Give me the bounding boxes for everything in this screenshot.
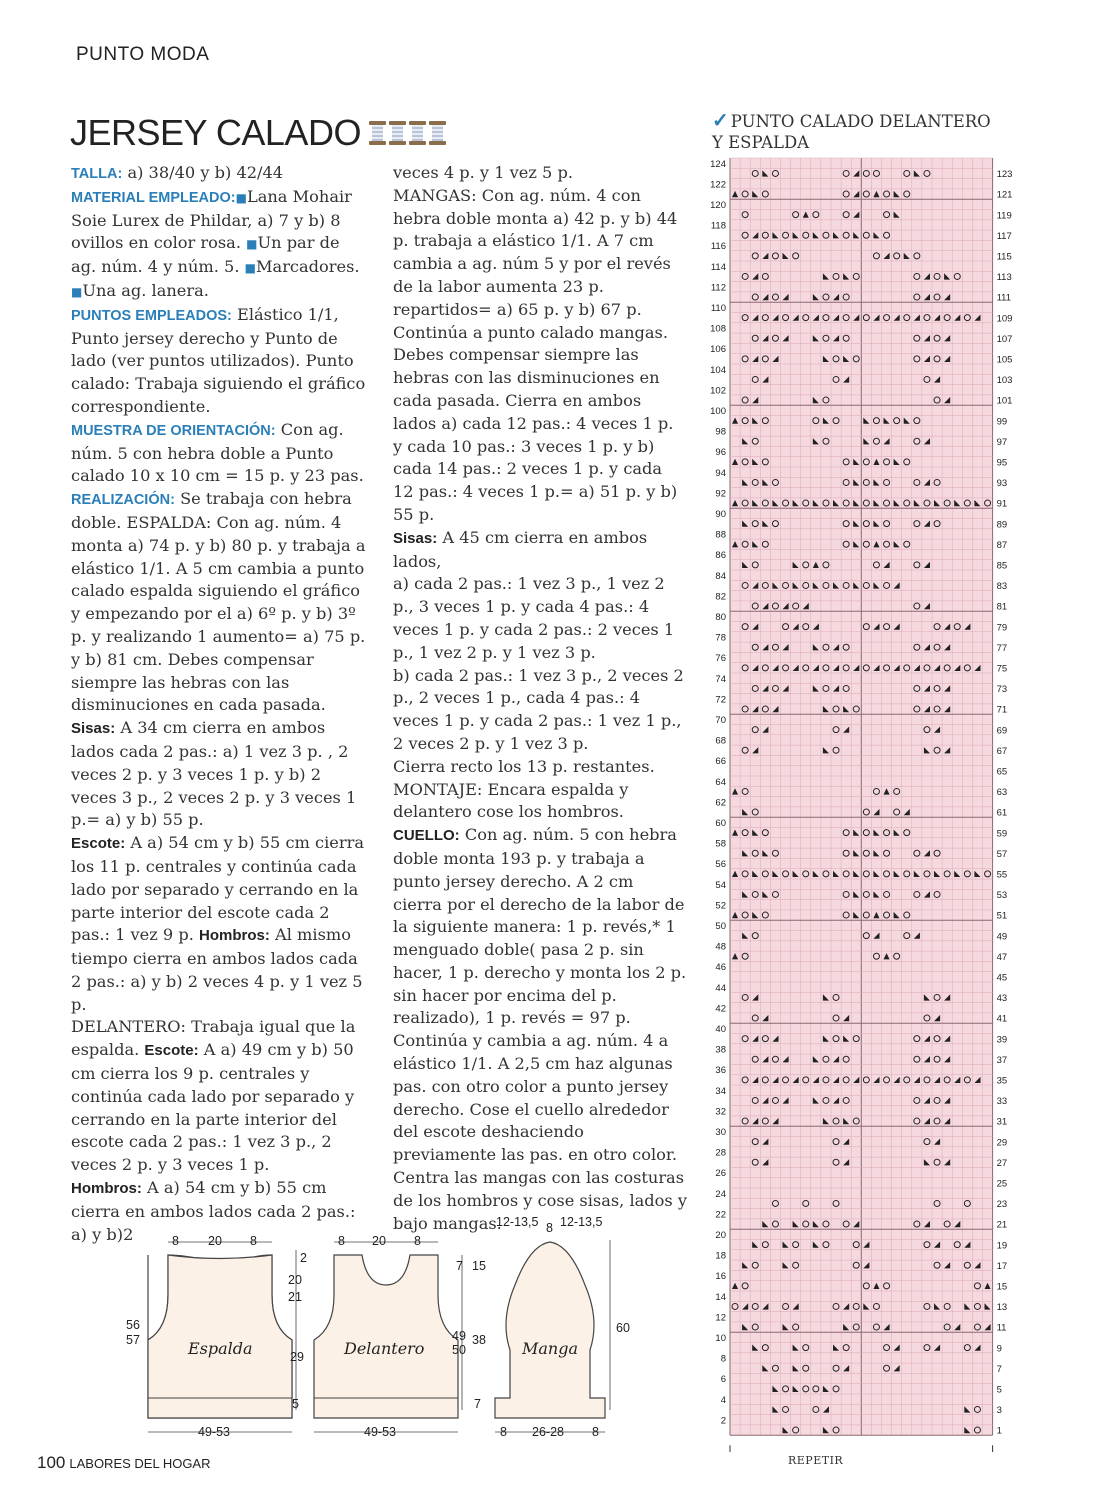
chart-row-label: 4 [720,1394,726,1406]
chart-row-label: 27 [996,1157,1008,1169]
chart-row-label: 37 [996,1054,1008,1066]
chart-row-label: 99 [996,416,1008,428]
chart-row-label: 124 [710,158,726,170]
chart-title [712,110,991,153]
escote-label: Escote: [71,835,126,853]
chart-row-label: 13 [996,1302,1008,1314]
chart-row-label: 95 [996,457,1008,469]
cierra-text: Cierra recto los 13 p. restantes. [393,756,655,776]
chart-row-label: 59 [996,828,1008,840]
chart-row-label: 115 [996,251,1012,263]
chart-row-label: 22 [715,1209,726,1221]
spool-icon [389,121,406,145]
chart-row-label: 92 [715,488,726,500]
espalda-left-57: 57 [126,1333,140,1347]
repeat-label: REPETIR [788,1454,844,1467]
chart-row-label: 52 [715,900,726,912]
chart-row-label: 83 [996,581,1008,593]
chart-row-label: 12 [715,1312,726,1324]
sisas-label: Sisas: [71,720,116,738]
chart-row-label: 7 [996,1363,1002,1375]
espalda-right-2: 2 [300,1251,307,1265]
chart-row-label: 118 [710,220,726,232]
chart-row-label: 31 [996,1116,1008,1128]
chart-row-label: 120 [710,199,726,211]
manga-diagram [495,1215,630,1439]
material-text: Lana Mohair Soie Lurex de Phildar, a) 7 y b) 8 ovillos en color rosa. [71,186,352,253]
delantero-right-50: 50 [452,1343,466,1357]
chart-row-label: 98 [715,426,726,438]
muestra-label: MUESTRA DE ORIENTACIÓN: [71,422,276,439]
sisas2b-text: b) cada 2 pas.: 1 vez 3 p., 2 veces 2 p., 2 veces 1 p., cada 4 pas.: 4 veces 1 p. y cada 2 pas.: 1 vez 1 p., 2 veces 2 p. y 1 vez 3 p. [393,665,684,753]
chart-row-label: 34 [715,1085,726,1097]
chart-row-label: 32 [715,1106,726,1118]
spool-icon [429,121,446,145]
page-title: JERSEY CALADO [70,112,361,153]
chart-row-label: 74 [715,673,726,685]
chart-row-label: 1 [996,1425,1002,1437]
espalda-right-20: 20 [288,1273,302,1287]
chart-row-label: 104 [710,364,726,376]
delantero-text: DELANTERO: Trabaja igual que la espalda. [71,1017,356,1060]
espalda-bottom: 49-53 [198,1425,230,1439]
material-needles: Un par de ag. núm. 4 y núm. 5. [71,233,340,277]
chart-row-label: 40 [715,1023,726,1035]
chart-row-label: 16 [715,1271,726,1283]
chart-row-label: 77 [996,642,1008,654]
manga-top-b: 12-13,5 [560,1215,603,1229]
chart-row-label: 26 [715,1168,726,1180]
chart-row-label: 114 [710,261,726,273]
chart-row-label: 81 [996,601,1008,613]
espalda-top-8a: 8 [172,1234,179,1248]
chart-row-label: 96 [715,447,726,459]
chart-row-label: 65 [996,766,1008,778]
chart-row-label: 73 [996,684,1008,696]
chart-row-label: 70 [715,714,726,726]
delantero-top-20: 20 [372,1234,386,1248]
sisas2a-text: a) cada 2 pas.: 1 vez 3 p., 1 vez 2 p., 3 veces 1 p. y cada 4 pas.: 4 veces 1 p. y cada 2 pas.: 2 veces 1 p., 1 vez 2 p. y 1 vez 3 p. [393,574,675,662]
chart-row-label: 2 [720,1415,726,1427]
delantero-bottom: 49-53 [364,1425,396,1439]
puntos-text: Elástico 1/1, Punto jersey derecho y Punto de lado (ver puntos utilizados). Punto calado: Trabaja siguiendo el gráfico correspondiente. [71,304,366,416]
chart-row-label: 101 [996,395,1013,407]
delantero-right-7: 7 [456,1259,463,1273]
chart-row-label: 14 [715,1291,726,1303]
chart-row-label: 84 [715,570,726,582]
chart-row-label: 122 [710,179,726,191]
spool-icon [369,121,386,145]
manga-bottom-8b: 8 [592,1425,599,1439]
chart-row-label: 11 [996,1322,1007,1334]
page-footer [37,1453,211,1473]
espalda-right-21: 21 [288,1290,302,1304]
delantero-right-7b: 7 [474,1397,481,1411]
chart-row-label: 107 [996,333,1013,345]
chart-title-line2: Y ESPALDA [712,133,810,152]
chart-row-label: 111 [996,292,1012,304]
chart-row-label: 112 [710,282,726,294]
sisas2-label: Sisas: [393,529,438,547]
magazine-name: LABORES DEL HOGAR [69,1456,211,1471]
chart-row-label: 62 [715,797,726,809]
chart-row-label: 18 [715,1250,726,1262]
chart-row-label: 91 [996,498,1008,510]
knitting-chart [700,152,1020,1452]
cuello-text: Con ag. núm. 5 con hebra doble monta 193 p. y trabaja a punto jersey derecho. A 2 cm cierra por el derecho de la labor de la siguiente manera: 1 p. revés,* 1 menguado doble( pasa 2 p. sin hacer, 1 p. derecho y monta los 2 p. sin hacer por encima del p. realizado), 1 p. revés = 97 p. Continúa y cambia a ag. núm. 4 a elástico 1/1. A 2,5 cm haz algunas pas. con otro color a punto jersey derecho. Cose el cuello alrededor del escote deshaciendo previamente las pas. en otro color. [393,825,687,1165]
material-label: MATERIAL EMPLEADO: [71,189,236,206]
chart-row-label: 19 [996,1240,1008,1252]
chart-row-label: 106 [710,344,726,356]
muestra-text: Con ag. núm. 5 con hebra doble a Punto calado 10 x 10 cm = 15 p. y 23 pas. [71,419,364,486]
mangas-text: MANGAS: Con ag. núm. 4 con hebra doble monta a) 42 p. y b) 44 p. trabaja a elástico 1/1. A 7 cm cambia a ag. núm 5 y por el revés de la labor aumenta 23 p. repartidos= a) 65 p. y b) 67 p. Continúa a punto calado mangas. Debes compensar siempre las hebras con las disminuciones en cada pasada. Cierra en ambos lados a) cada 12 pas.: 4 veces 1 p. y cada 10 pas.: 3 veces 1 p. y b) cada 14 pas.: 2 veces 1 p. y cada 12 pas.: 4 veces 1 p.= a) 51 p. y b) 55 p. [393,185,678,524]
talla-text: a) 38/40 y b) 42/44 [127,163,284,182]
chart-row-label: 25 [996,1178,1008,1190]
chart-row-label: 116 [710,241,726,253]
chart-row-label: 100 [710,405,726,417]
hombros2-text: A a) 54 cm y b) 55 cm cierra en ambos lados cada 2 pas.: a) y b)2 [71,1178,356,1244]
chart-row-label: 3 [996,1405,1002,1417]
chart-row-label: 21 [996,1219,1008,1231]
chart-row-label: 89 [996,519,1008,531]
chart-row-label: 49 [996,931,1008,943]
delantero-diagram [314,1234,486,1439]
chart-row-label: 46 [715,962,726,974]
chart-row-label: 23 [996,1199,1008,1211]
repeat-bracket [730,1445,993,1452]
delantero-top-8b: 8 [414,1234,421,1248]
sisas-text: A 34 cm cierra en ambos lados cada 2 pas.: a) 1 vez 3 p. , 2 veces 2 p. y 3 veces 1 p. y b) 2 veces 3 p., 2 veces 2 p. y 3 veces 1 p.= a) y b) 55 p. [71,718,357,830]
chart-row-label: 8 [720,1353,726,1365]
chart-row-label: 82 [715,591,726,603]
hombros-text: Al mismo tiempo cierra en ambos lados cada 2 pas.: a) y b) 2 veces 4 p. y 1 vez 5 p. [71,925,363,1014]
chart-row-label: 103 [996,375,1013,387]
chart-row-label: 39 [996,1034,1008,1046]
chart-row-label: 110 [710,302,726,314]
chart-row-label: 24 [715,1188,726,1200]
chart-row-label: 45 [996,972,1008,984]
chart-row-label: 29 [996,1137,1008,1149]
chart-row-label: 113 [996,272,1012,284]
chart-row-label: 109 [996,313,1013,325]
chart-row-label: 72 [715,694,726,706]
delantero-name: Delantero [344,1339,425,1358]
chart-row-label: 86 [715,550,726,562]
chart-row-label: 41 [996,1013,1008,1025]
delantero-right-49: 49 [452,1329,466,1343]
chart-row-label: 90 [715,508,726,520]
chart-row-label: 87 [996,539,1008,551]
espalda-right-5: 5 [292,1397,299,1411]
chart-title-line1: PUNTO CALADO DELANTERO [730,112,991,131]
chart-row-label: 85 [996,560,1008,572]
material-needle: Una ag. lanera. [82,280,209,300]
title-block [70,112,446,154]
chart-row-label: 15 [996,1281,1008,1293]
chart-row-label: 108 [710,323,726,335]
espalda-top-8b: 8 [250,1234,257,1248]
espalda-diagram [126,1234,307,1439]
col2-start-text: veces 4 p. y 1 vez 5 p. [393,163,574,182]
chart-row-label: 58 [715,838,726,850]
chart-row-label: 64 [715,776,726,788]
montaje-text: MONTAJE: Encara espalda y delantero cose los hombros. [393,779,629,822]
hombros-label: Hombros: [199,927,270,945]
chart-row-label: 66 [715,756,726,768]
manga-top-a: 12-13,5 [496,1215,539,1229]
espalda-top-20: 20 [208,1234,222,1248]
chart-row-label: 102 [710,385,726,397]
sisas2-text: A 45 cm cierra en ambos lados, [393,527,648,571]
chart-row-label: 44 [715,982,726,994]
chart-row-label: 33 [996,1096,1008,1108]
spool-icon [409,121,426,145]
chart-row-label: 5 [996,1384,1002,1396]
final-text: Centra las mangas con las costuras de los hombros y cose sisas, lados y bajo mangas. [393,1168,687,1233]
chart-row-label: 117 [996,230,1012,242]
manga-bottom-26: 26-28 [532,1425,564,1439]
schematic-diagrams [120,1210,640,1450]
talla-label: TALLA: [71,166,123,182]
chart-row-label: 35 [996,1075,1008,1087]
espalda-left-56: 56 [126,1318,140,1332]
chart-row-label: 79 [996,622,1008,634]
escote2-text: A a) 49 cm y b) 50 cm cierra los 9 p. centrales y continúa cada lado por separado y cerrando en la parte interior del escote cada 2 pas.: 1 vez 3 p., 2 veces 2 p. y 3 veces 1 p. [71,1040,355,1175]
chart-row-label: 78 [715,632,726,644]
manga-name: Manga [522,1339,579,1358]
chart-row-label: 123 [996,169,1013,181]
instructions-column-1: TALLA: a) 38/40 y b) 42/44 MATERIAL EMPLEADO:■Lana Mohair Soie Lurex de Phildar, a) 7 y b) 8 ovillos en color rosa. ■Un par de ag. núm. 4 y núm. 5. ■Marcadores. ■Una ag. lanera. PUNTOS EMPLEADOS: Elástico 1/1, Punto jersey derecho y Punto de lado (ver puntos utilizados). Punto calado: Trabaja siguiendo el gráfico correspondiente. MUESTRA DE ORIENTACIÓN: Con ag. núm. 5 con hebra doble a Punto calado 10 x 10 cm = 15 p. y 23 pas. REALIZACIÓN: Se trabaja con hebra doble. ESPALDA: Con ag. núm. 4 monta a) 74 p. y b) 80 p. y trabaja a elástico 1/1. A 5 cm cambia a punto calado espalda siguiendo el gráfico y empezando por el a) 6º p. y b) 3º p. y realizando 1 aumento= a) 75 p. y b) 81 cm. Debes compensar siempre las hebras con las disminuciones en cada pasada. Sisas: A 34 cm cierra en ambos lados cada 2 pas.: a) 1 vez 3 p. , 2 veces 2 p. y 3 veces 1 p. y b) 2 veces 3 p., 2 veces 2 p. y 3 veces 1 p.= a) y b) 55 p. Escote: A a) 54 cm y b) 55 cm cierra los 11 p. centrales y continúa cada lado por separado y cerrando en la parte interior del escote cada 2 pas.: 1 vez 9 p. Hombros: Al mismo tiempo cierra en ambos lados cada 2 pas.: a) y b) 2 veces 4 p. y 1 vez 5 p. DELANTERO: Trabaja igual que la espalda. Escote: A a) 49 cm y b) 50 cm cierra los 9 p. centrales y continúa cada lado por separado y cerrando en la parte interior del escote cada 2 pas.: 1 vez 3 p., 2 veces 2 p. y 3 veces 1 p. Hombros: A a) 54 cm y b) 55 cm cierra en ambos lados cada 2 pas.: a) y b)2 [71,163,366,1244]
chart-row-label: 55 [996,869,1008,881]
chart-row-label: 53 [996,890,1008,902]
difficulty-spool-icons [369,121,446,145]
chart-row-label: 76 [715,653,726,665]
chart-row-label: 67 [996,745,1008,757]
puntos-label: PUNTOS EMPLEADOS: [71,307,232,324]
section-label: PUNTO MODA [76,44,210,65]
chart-row-label: 10 [715,1332,726,1344]
delantero-top-8a: 8 [338,1234,345,1248]
chart-row-label: 68 [715,735,726,747]
chart-row-label: 75 [996,663,1008,675]
chart-row-label: 54 [715,879,726,891]
chart-row-label: 20 [715,1229,726,1241]
chart-row-label: 42 [715,1003,726,1015]
chart-row-label: 47 [996,951,1008,963]
chart-row-label: 50 [715,920,726,932]
manga-top-8: 8 [546,1221,553,1235]
delantero-right-15: 15 [472,1259,486,1273]
chart-row-label: 60 [715,817,726,829]
manga-right-60: 60 [616,1321,630,1335]
chart-row-label: 93 [996,478,1008,490]
chart-row-label: 28 [715,1147,726,1159]
chart-row-label: 6 [720,1374,726,1386]
chart-row-label: 48 [715,941,726,953]
chart-row-label: 56 [715,859,726,871]
cuello-label: CUELLO: [393,827,460,845]
espalda-name: Espalda [188,1339,253,1358]
espalda-right-29: 29 [290,1350,304,1364]
chart-row-label: 38 [715,1044,726,1056]
chart-row-label: 17 [996,1260,1008,1272]
chart-row-label: 43 [996,993,1008,1005]
instructions-column-2 [393,162,687,1235]
page-number: 100 [37,1453,66,1472]
chart-row-label: 9 [996,1343,1002,1355]
delantero-right-38: 38 [472,1333,486,1347]
chart-row-label: 63 [996,787,1008,799]
material-markers: Marcadores. [255,257,360,277]
chart-row-label: 71 [996,704,1008,716]
manga-bottom-8a: 8 [500,1425,507,1439]
chart-row-label: 121 [996,189,1013,201]
escote2-label: Escote: [144,1042,199,1060]
hombros2-label: Hombros: [71,1180,142,1198]
realizacion-label: REALIZACIÓN: [71,492,175,509]
chart-row-label: 30 [715,1126,726,1138]
chart-row-label: 61 [996,807,1008,819]
chart-row-label: 69 [996,725,1008,737]
escote-text: A a) 54 cm y b) 55 cm cierra los 11 p. centrales y continúa cada lado por separado y cerrando en la parte interior del escote cada 2 pas.: 1 vez 9 p. [71,833,364,945]
chart-row-label: 119 [996,210,1012,222]
chart-row-label: 88 [715,529,726,541]
chart-row-label: 94 [715,467,726,479]
chart-row-label: 57 [996,848,1008,860]
check-icon: ✓ [712,108,729,132]
chart-row-label: 80 [715,611,726,623]
chart-row-label: 36 [715,1065,726,1077]
realizacion-text: Se trabaja con hebra doble. ESPALDA: Con ag. núm. 4 monta a) 74 p. y b) 80 p. y trabaja a elástico 1/1. A 5 cm cambia a punto calado espalda siguiendo el gráfico y empezando por el a) 6º p. y b) 3º p. y realizando 1 aumento= a) 75 p. y b) 81 cm. Debes compensar siempre las hebras con las disminuciones en cada pasada. [71,489,366,715]
chart-row-label: 105 [996,354,1013,366]
chart-row-label: 51 [996,910,1008,922]
chart-row-label: 97 [996,436,1008,448]
